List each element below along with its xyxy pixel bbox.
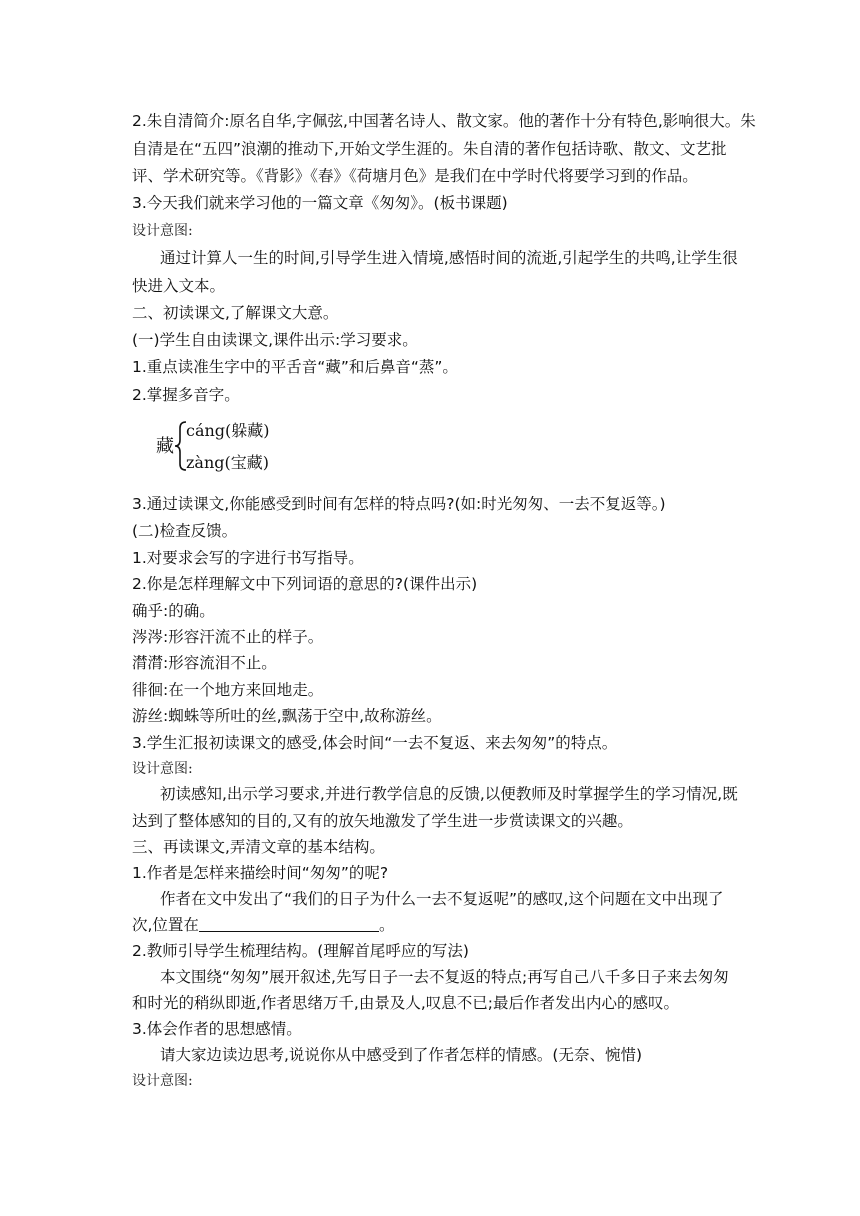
section-heading: 二、初读课文,了解课文大意。 bbox=[132, 304, 339, 322]
text-line: 和时光的稍纵即逝,作者思绪万千,由景及人,叹息不已;最后作者发出内心的感叹。 bbox=[132, 994, 680, 1012]
text-line: 3.今天我们就来学习他的一篇文章《匆匆》。(板书课题) bbox=[132, 194, 508, 212]
vocab-line: 涔涔:形容汗流不止的样子。 bbox=[132, 628, 324, 646]
design-intent-label: 设计意图: bbox=[132, 1073, 193, 1089]
text-line: 作者在文中发出了“我们的日子为什么一去不复返呢”的感叹,这个问题在文中出现了 bbox=[160, 890, 724, 908]
polyphone-figure bbox=[150, 416, 350, 472]
text-line: 评、学术研究等。《背影》《春》《荷塘月色》是我们在中学时代将要学习到的作品。 bbox=[132, 167, 698, 185]
text-line: 自清是在“五四”浪潮的推动下,开始文学生涯的。朱自清的著作包括诗歌、散文、文艺批 bbox=[132, 140, 727, 158]
fill-in-prefix: 次,位置在 bbox=[132, 916, 199, 934]
text-line: 1.重点读准生字中的平舌音“藏”和后鼻音“蒸”。 bbox=[132, 358, 458, 376]
text-line: 本文围绕“匆匆”展开叙述,先写日子一去不复返的特点;再写自己八千多日子来去匆匆 bbox=[160, 968, 729, 986]
text-line: (二)检查反馈。 bbox=[132, 522, 238, 540]
text-line: 1.作者是怎样来描绘时间“匆匆”的呢? bbox=[132, 864, 389, 882]
design-intent-label: 设计意图: bbox=[132, 761, 193, 777]
text-line: 2.朱自清简介:原名自华,字佩弦,中国著名诗人、散文家。他的著作十分有特色,影响很大。朱 bbox=[132, 112, 756, 130]
text-line: (一)学生自由读课文,课件出示:学习要求。 bbox=[132, 331, 418, 349]
text-line: 达到了整体感知的目的,又有的放矢地激发了学生进一步赏读课文的兴趣。 bbox=[132, 812, 633, 830]
text-line: 3.体会作者的思想感情。 bbox=[132, 1020, 302, 1038]
design-intent-label: 设计意图: bbox=[132, 223, 193, 239]
text-line: 通过计算人一生的时间,引导学生进入情境,感悟时间的流逝,引起学生的共鸣,让学生很 bbox=[160, 249, 738, 267]
polyphone-reading-2: zàng(宝藏) bbox=[186, 453, 270, 472]
vocab-line: 徘徊:在一个地方来回地走。 bbox=[132, 681, 324, 699]
text-line: 2.教师引导学生梳理结构。(理解首尾呼应的写法) bbox=[132, 942, 469, 960]
polyphone-char: 藏 bbox=[156, 436, 174, 457]
fill-in-blank bbox=[199, 917, 379, 932]
text-line: 初读感知,出示学习要求,并进行教学信息的反馈,以便教师及时掌握学生的学习情况,既 bbox=[160, 785, 738, 803]
vocab-line: 确乎:的确。 bbox=[132, 602, 215, 620]
fill-in-suffix: 。 bbox=[378, 916, 395, 934]
vocab-line: 游丝:蜘蛛等所吐的丝,飘荡于空中,故称游丝。 bbox=[132, 707, 442, 725]
text-line: 2.掌握多音字。 bbox=[132, 386, 240, 404]
text-line: 请大家边读边思考,说说你从中感受到了作者怎样的情感。(无奈、惋惜) bbox=[160, 1046, 643, 1064]
vocab-line: 潸潸:形容流泪不止。 bbox=[132, 654, 277, 672]
text-line: 快进入文本。 bbox=[132, 277, 226, 295]
fill-in-line bbox=[132, 915, 394, 935]
polyphone-reading-1: cáng(躲藏) bbox=[186, 421, 270, 440]
text-line: 3.学生汇报初读课文的感受,体会时间“一去不复返、来去匆匆”的特点。 bbox=[132, 734, 618, 752]
text-line: 3.通过读课文,你能感受到时间有怎样的特点吗?(如:时光匆匆、一去不复返等。) bbox=[132, 495, 666, 513]
text-line: 1.对要求会写的字进行书写指导。 bbox=[132, 549, 364, 567]
section-heading: 三、再读课文,弄清文章的基本结构。 bbox=[132, 838, 385, 856]
text-line: 2.你是怎样理解文中下列词语的意思的?(课件出示) bbox=[132, 575, 478, 593]
